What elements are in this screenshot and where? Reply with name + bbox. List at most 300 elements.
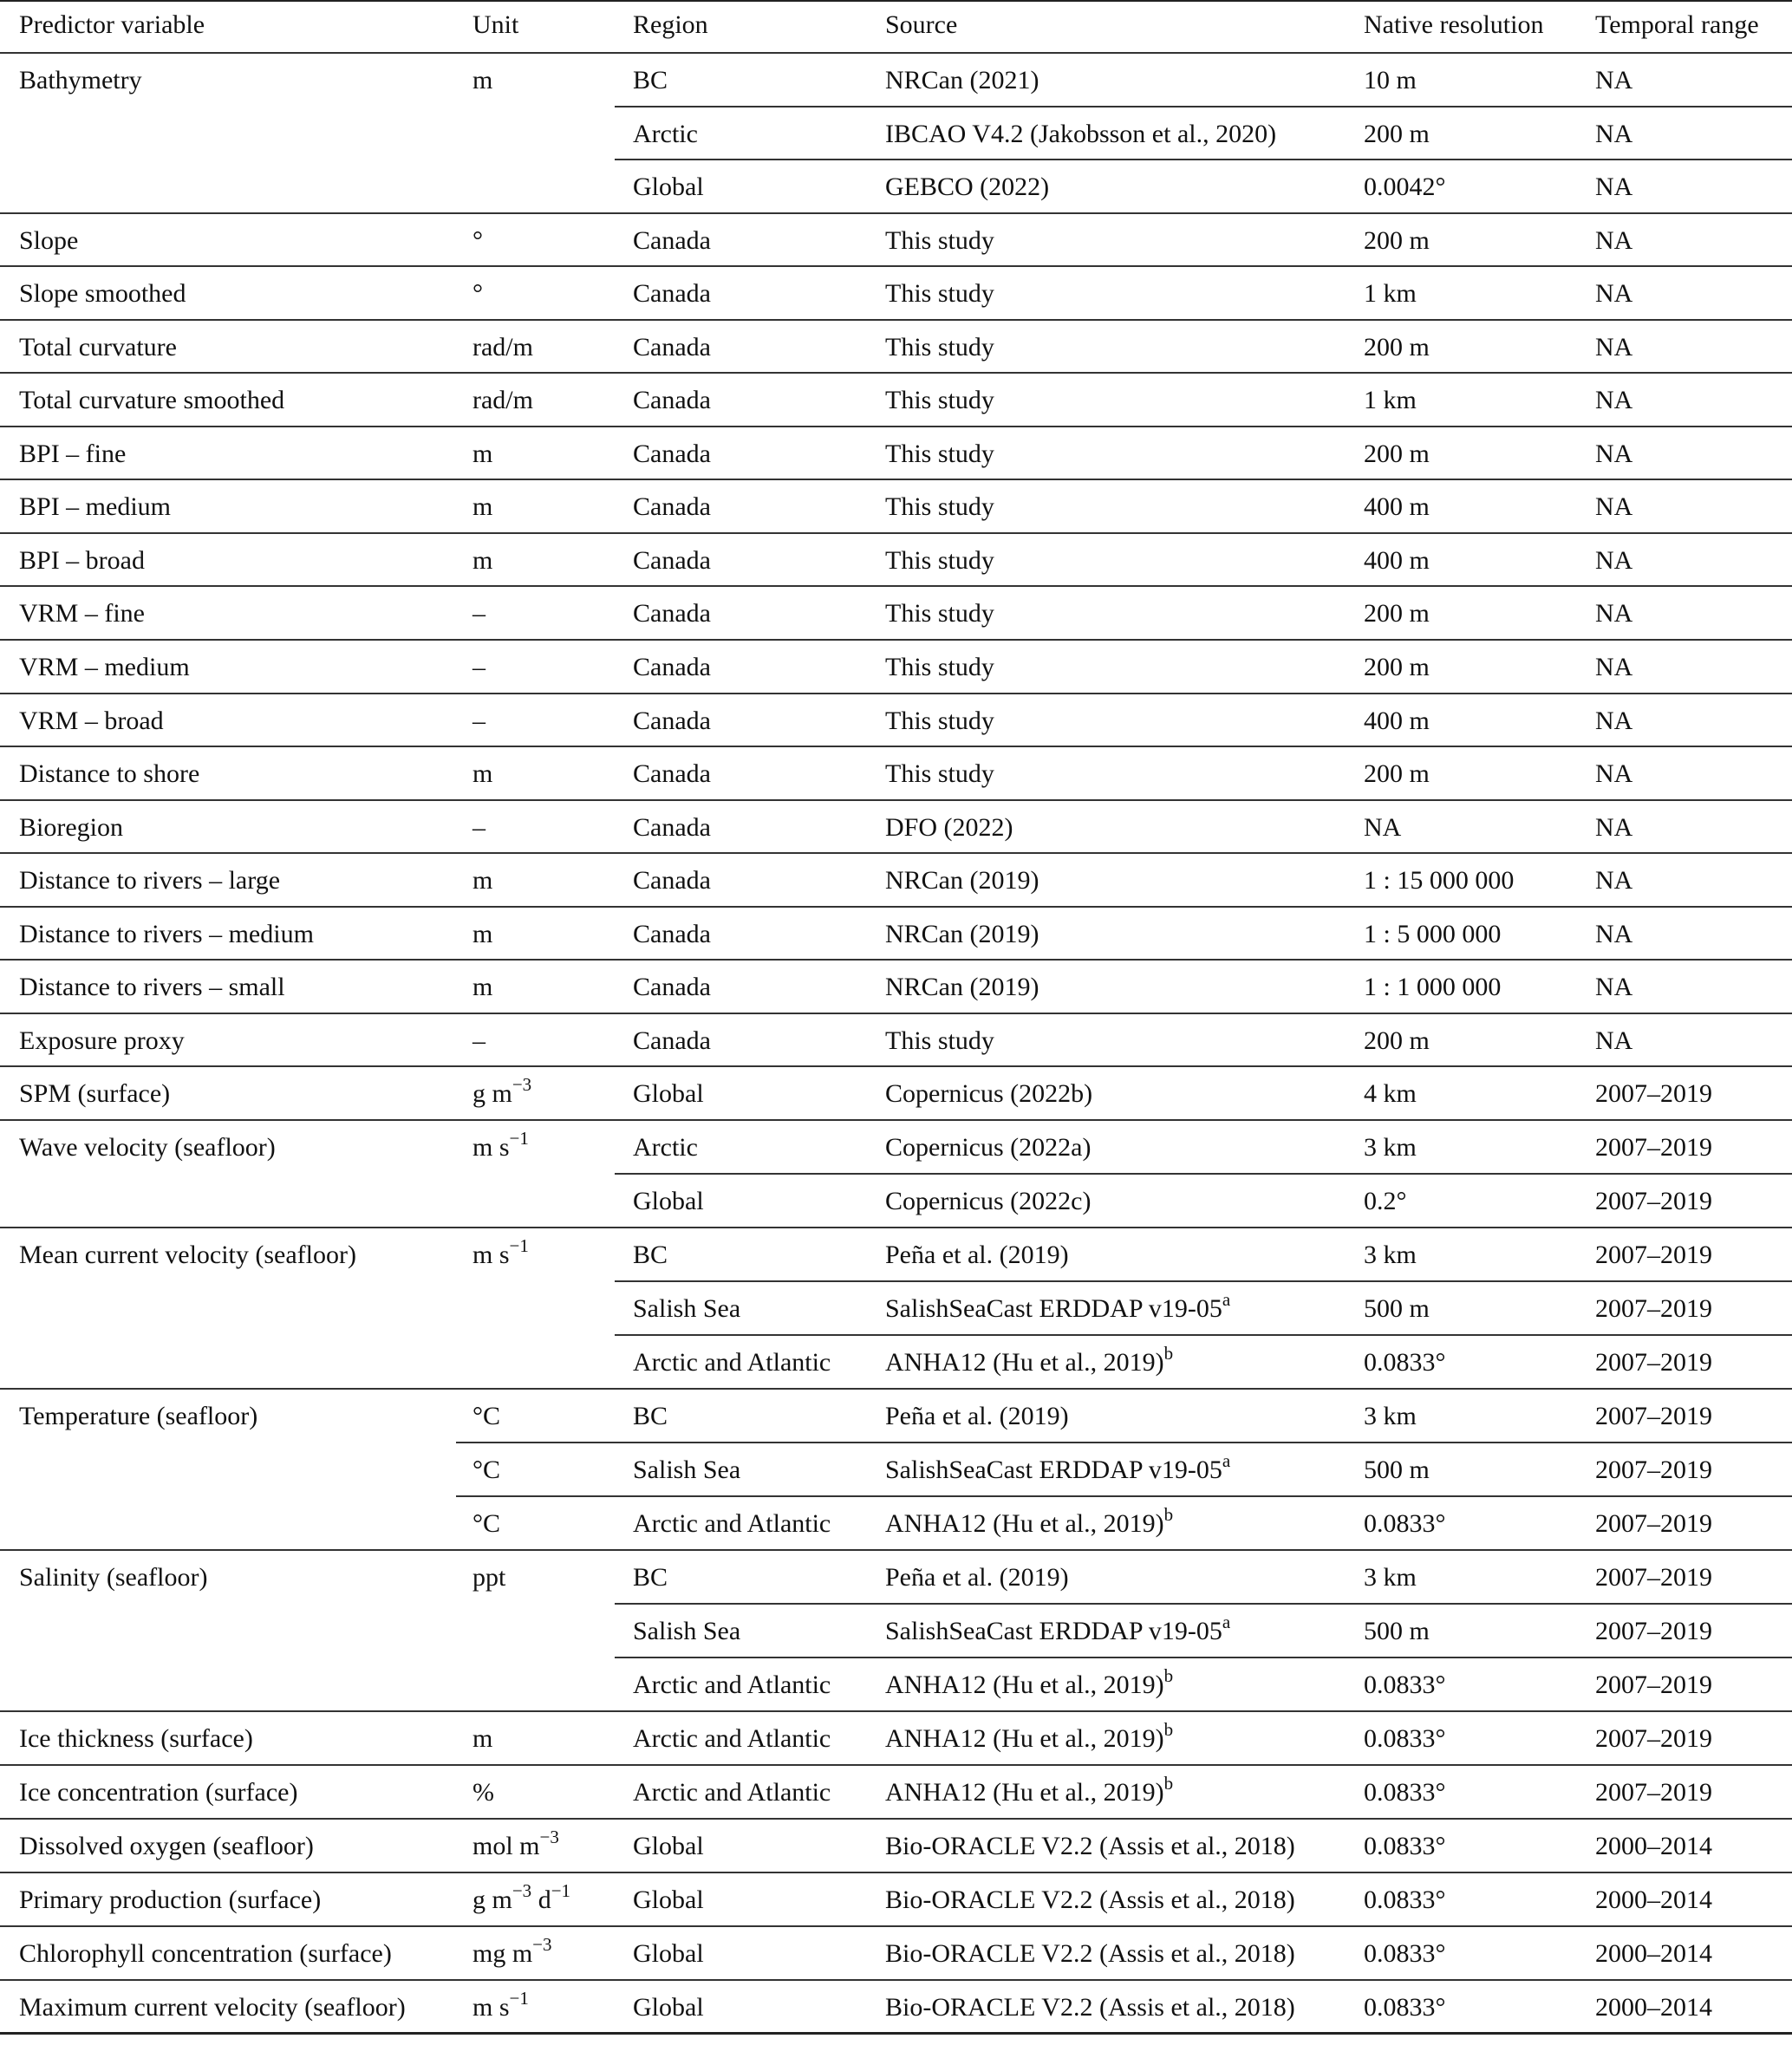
unit (472, 480, 492, 520)
predictor-variable: VRM – broad (19, 706, 164, 735)
source-text: ANHA12 (Hu et al., 2019) (885, 1778, 1164, 1807)
table-row (0, 1658, 1792, 1712)
unit-text: m s (472, 1241, 510, 1270)
temporal-range: 2007–2019 (1595, 1724, 1712, 1754)
source (885, 747, 994, 787)
temporal-range: 2007–2019 (1595, 1402, 1712, 1431)
table-row (0, 587, 1792, 641)
predictor-variable: Dissolved oxygen (seafloor) (19, 1832, 314, 1861)
source (885, 107, 1276, 147)
source (885, 1014, 994, 1054)
table-row (0, 1443, 1792, 1497)
unit-superscript: −3 (532, 1934, 552, 1956)
native-resolution: 3 km (1364, 1563, 1417, 1592)
native-resolution: 200 m (1364, 225, 1430, 255)
source-text: GEBCO (2022) (885, 173, 1050, 202)
source-text: DFO (2022) (885, 812, 1013, 842)
table-row (0, 54, 1792, 107)
predictor-variable: BPI – medium (19, 492, 172, 522)
temporal-range: 2007–2019 (1595, 1617, 1712, 1646)
native-resolution: 200 m (1364, 653, 1430, 682)
header-region: Region (633, 10, 708, 39)
unit (472, 854, 492, 894)
predictor-variable: Slope smoothed (19, 279, 186, 309)
table-row (0, 534, 1792, 588)
source-text: Bio-ORACLE V2.2 (Assis et al., 2018) (885, 1993, 1295, 2022)
source (885, 1873, 1295, 1913)
table-row (0, 908, 1792, 961)
source-text: Bio-ORACLE V2.2 (Assis et al., 2018) (885, 1832, 1295, 1861)
predictor-variable: Temperature (seafloor) (19, 1402, 258, 1431)
native-resolution: 200 m (1364, 439, 1430, 468)
table-row (0, 747, 1792, 801)
source-text: This study (885, 439, 994, 468)
region: Global (633, 1832, 704, 1861)
source (885, 480, 994, 520)
predictor-variable: Mean current velocity (seafloor) (19, 1241, 356, 1270)
table-row (0, 1981, 1792, 2035)
region: Arctic and Atlantic (633, 1724, 831, 1754)
source (885, 534, 994, 574)
table-row (0, 801, 1792, 855)
region: Global (633, 1885, 704, 1915)
region: Global (633, 173, 704, 202)
unit-text: – (472, 812, 485, 842)
temporal-range: 2007–2019 (1595, 1563, 1712, 1592)
source (885, 1067, 1092, 1107)
temporal-range: NA (1595, 279, 1633, 309)
source-superscript: a (1222, 1289, 1231, 1311)
predictor-variable: Bioregion (19, 812, 123, 842)
region: Canada (633, 599, 711, 628)
temporal-range: NA (1595, 973, 1633, 1002)
source-superscript: b (1163, 1719, 1174, 1741)
source-text: NRCan (2019) (885, 973, 1039, 1002)
unit (472, 321, 533, 361)
unit-superscript: −3 (512, 1074, 532, 1096)
unit (472, 1927, 552, 1967)
native-resolution: 1 km (1364, 386, 1417, 415)
unit-text: % (472, 1778, 494, 1807)
predictor-variable: SPM (surface) (19, 1079, 171, 1109)
source-text: This study (885, 279, 994, 309)
native-resolution: 200 m (1364, 759, 1430, 789)
header-predictor-variable: Predictor variable (19, 10, 205, 39)
source (885, 908, 1039, 948)
unit: °C (472, 1402, 501, 1431)
predictor-variable: Chlorophyll concentration (surface) (19, 1939, 392, 1969)
table-row (0, 214, 1792, 268)
region: Canada (633, 332, 711, 361)
source-superscript: b (1163, 1504, 1174, 1526)
table-row (0, 1605, 1792, 1658)
unit-text: m (472, 919, 493, 948)
table-row (0, 1927, 1792, 1981)
region: Canada (633, 866, 711, 896)
unit-text: m s (472, 1133, 510, 1163)
table-row (0, 480, 1792, 534)
predictor-variable: Exposure proxy (19, 1026, 185, 1055)
unit-text: g m (472, 1079, 512, 1109)
region: Arctic and Atlantic (633, 1671, 831, 1700)
region: Arctic and Atlantic (633, 1778, 831, 1807)
predictor-variable: VRM – fine (19, 599, 145, 628)
temporal-range: NA (1595, 812, 1633, 842)
source (885, 854, 1039, 894)
source (885, 641, 994, 681)
predictor-variable: BPI – fine (19, 439, 127, 468)
source-text: IBCAO V4.2 (Jakobsson et al., 2020) (885, 119, 1277, 148)
predictor-variable: Total curvature smoothed (19, 386, 285, 415)
temporal-range: 2007–2019 (1595, 1079, 1712, 1109)
source-text: This study (885, 225, 994, 255)
unit-text: m (472, 759, 493, 789)
unit-superscript: −3 (512, 1880, 532, 1902)
predictor-variable: Bathymetry (19, 66, 142, 94)
table-row (0, 1175, 1792, 1228)
table-row (0, 160, 1792, 214)
region: Arctic (633, 119, 698, 148)
source (885, 1712, 1173, 1752)
region: Arctic and Atlantic (633, 1348, 831, 1377)
source (885, 1443, 1230, 1483)
temporal-range: NA (1595, 225, 1633, 255)
source-text: ANHA12 (Hu et al., 2019) (885, 1348, 1164, 1377)
temporal-range: 2007–2019 (1595, 1671, 1712, 1700)
temporal-range: NA (1595, 439, 1633, 468)
predictor-variable: Total curvature (19, 332, 177, 361)
temporal-range: NA (1595, 66, 1633, 94)
region: Arctic and Atlantic (633, 1509, 831, 1539)
unit-text: g m (472, 1885, 512, 1915)
unit-text: m (472, 66, 493, 94)
region: Canada (633, 492, 711, 522)
predictor-variable: Slope (19, 225, 79, 255)
native-resolution: 500 m (1364, 1294, 1430, 1324)
unit (472, 214, 483, 254)
table-row (0, 1228, 1792, 1282)
table-row (0, 641, 1792, 694)
source-text: Peña et al. (2019) (885, 1563, 1069, 1592)
region: Salish Sea (633, 1617, 741, 1646)
native-resolution: 1 : 5 000 000 (1364, 919, 1502, 948)
unit-text: m s (472, 1993, 510, 2022)
native-resolution: 1 : 1 000 000 (1364, 973, 1502, 1002)
unit-tail: d (531, 1885, 551, 1915)
temporal-range: 2000–2014 (1595, 1993, 1712, 2022)
table-row (0, 1712, 1792, 1766)
native-resolution: 200 m (1364, 119, 1430, 148)
region: Salish Sea (633, 1294, 741, 1324)
region: Arctic (633, 1133, 698, 1163)
source (885, 54, 1039, 94)
table-row (0, 1766, 1792, 1820)
source (885, 1551, 1069, 1591)
region: Canada (633, 279, 711, 309)
source (885, 214, 994, 254)
header-native-resolution: Native resolution (1364, 10, 1544, 39)
temporal-range: 2007–2019 (1595, 1778, 1712, 1807)
native-resolution: 0.0833° (1364, 1509, 1446, 1539)
temporal-range: 2007–2019 (1595, 1241, 1712, 1270)
table-row (0, 1551, 1792, 1605)
unit (472, 1014, 485, 1054)
unit-superscript: −3 (539, 1827, 559, 1848)
temporal-range: NA (1595, 173, 1633, 202)
unit-text: m (472, 973, 493, 1002)
source (885, 1766, 1173, 1806)
source (885, 1605, 1230, 1644)
table-row (0, 1820, 1792, 1873)
temporal-range: NA (1595, 759, 1633, 789)
unit-superscript: −1 (509, 1235, 529, 1257)
source-text: Copernicus (2022b) (885, 1079, 1093, 1109)
table-row (0, 267, 1792, 321)
source-text: This study (885, 706, 994, 735)
source-text: Copernicus (2022a) (885, 1133, 1091, 1163)
source-superscript: b (1163, 1773, 1174, 1794)
predictor-variable: Distance to shore (19, 759, 200, 789)
header-unit: Unit (472, 10, 519, 39)
native-resolution: 400 m (1364, 545, 1430, 575)
unit-text: m (472, 1724, 493, 1754)
temporal-range: NA (1595, 332, 1633, 361)
region: BC (633, 1563, 668, 1592)
table-row (0, 107, 1792, 161)
region: Canada (633, 653, 711, 682)
unit: °C (472, 1509, 501, 1539)
native-resolution: 0.0042° (1364, 173, 1446, 202)
native-resolution: 1 km (1364, 279, 1417, 309)
temporal-range: NA (1595, 386, 1633, 415)
native-resolution: 200 m (1364, 599, 1430, 628)
source-text: ANHA12 (Hu et al., 2019) (885, 1509, 1164, 1539)
source-text: SalishSeaCast ERDDAP v19-05 (885, 1294, 1222, 1324)
source-superscript: a (1222, 1612, 1231, 1633)
region: Canada (633, 919, 711, 948)
source-text: NRCan (2019) (885, 866, 1039, 896)
temporal-range: 2007–2019 (1595, 1348, 1712, 1377)
region: Canada (633, 973, 711, 1002)
predictor-variable: Primary production (surface) (19, 1885, 322, 1915)
table-row (0, 1282, 1792, 1336)
source-text: Copernicus (2022c) (885, 1187, 1091, 1216)
predictor-variable: Ice concentration (surface) (19, 1778, 298, 1807)
temporal-range: 2007–2019 (1595, 1456, 1712, 1485)
source-text: This study (885, 653, 994, 682)
source (885, 1282, 1230, 1322)
region: BC (633, 1402, 668, 1431)
source-superscript: b (1163, 1343, 1174, 1364)
table-row (0, 321, 1792, 374)
predictor-variable: Salinity (seafloor) (19, 1563, 208, 1592)
unit (472, 1981, 529, 2021)
region: Canada (633, 439, 711, 468)
source (885, 694, 994, 734)
unit-text: m (472, 439, 493, 468)
unit (472, 534, 492, 574)
source (885, 1390, 1069, 1430)
temporal-range: NA (1595, 866, 1633, 896)
temporal-range: NA (1595, 545, 1633, 575)
unit (472, 1121, 529, 1161)
native-resolution: 0.0833° (1364, 1348, 1446, 1377)
unit-text: ° (472, 279, 483, 309)
unit-text: rad/m (472, 386, 533, 415)
predictor-variable: Distance to rivers – small (19, 973, 285, 1002)
unit-text: – (472, 599, 485, 628)
unit (472, 961, 492, 1000)
unit-text: – (472, 653, 485, 682)
source-text: SalishSeaCast ERDDAP v19-05 (885, 1456, 1222, 1485)
unit-text: m (472, 866, 493, 896)
source (885, 1981, 1295, 2021)
region: Canada (633, 545, 711, 575)
region: Canada (633, 812, 711, 842)
source-text: SalishSeaCast ERDDAP v19-05 (885, 1617, 1222, 1646)
region: BC (633, 66, 668, 94)
table-row (0, 1067, 1792, 1121)
source-text: Peña et al. (2019) (885, 1402, 1069, 1431)
temporal-range: 2000–2014 (1595, 1939, 1712, 1969)
source (885, 160, 1049, 200)
source (885, 1228, 1069, 1268)
source (885, 1927, 1295, 1967)
unit: °C (472, 1456, 501, 1485)
native-resolution: 0.0833° (1364, 1939, 1446, 1969)
native-resolution: 0.0833° (1364, 1993, 1446, 2022)
unit-text: ppt (472, 1563, 506, 1592)
table-body (0, 54, 1792, 2035)
unit-tail-superscript: −1 (551, 1880, 571, 1902)
native-resolution: 400 m (1364, 706, 1430, 735)
source-text: NRCan (2019) (885, 919, 1039, 948)
unit-text: rad/m (472, 332, 533, 361)
unit (472, 694, 485, 734)
temporal-range: NA (1595, 706, 1633, 735)
native-resolution: 3 km (1364, 1241, 1417, 1270)
unit (472, 427, 492, 467)
unit (472, 1766, 494, 1806)
native-resolution: 4 km (1364, 1079, 1417, 1109)
source (885, 587, 994, 627)
region: BC (633, 1241, 668, 1270)
source (885, 1497, 1173, 1537)
unit-superscript: −1 (509, 1128, 529, 1149)
source (885, 427, 994, 467)
predictor-variable: VRM – medium (19, 653, 190, 682)
region: Canada (633, 225, 711, 255)
native-resolution: 1 : 15 000 000 (1364, 866, 1515, 896)
source-text: NRCan (2021) (885, 66, 1039, 94)
predictor-variable: Wave velocity (seafloor) (19, 1133, 276, 1163)
temporal-range: NA (1595, 653, 1633, 682)
source-text: This study (885, 1026, 994, 1055)
region: Canada (633, 706, 711, 735)
temporal-range: 2007–2019 (1595, 1187, 1712, 1216)
unit (472, 267, 483, 307)
predictor-variable: Maximum current velocity (seafloor) (19, 1993, 406, 2022)
unit (472, 641, 485, 681)
source-text: This study (885, 759, 994, 789)
region: Global (633, 1939, 704, 1969)
unit-superscript: −1 (509, 1988, 529, 2009)
unit-text: m (472, 492, 493, 522)
native-resolution: 3 km (1364, 1402, 1417, 1431)
table-row (0, 427, 1792, 481)
table-row (0, 694, 1792, 748)
unit (472, 1820, 559, 1859)
source (885, 1658, 1173, 1698)
source-text: ANHA12 (Hu et al., 2019) (885, 1724, 1164, 1754)
table-header-row (0, 0, 1792, 54)
unit-text: m (472, 545, 493, 575)
native-resolution: 0.0833° (1364, 1778, 1446, 1807)
table-row (0, 1497, 1792, 1551)
temporal-range: 2007–2019 (1595, 1509, 1712, 1539)
temporal-range: 2000–2014 (1595, 1832, 1712, 1861)
unit (472, 1712, 492, 1752)
native-resolution: 200 m (1364, 332, 1430, 361)
source (885, 321, 994, 361)
native-resolution: 200 m (1364, 1026, 1430, 1055)
native-resolution: 0.0833° (1364, 1724, 1446, 1754)
source-superscript: b (1163, 1665, 1174, 1687)
native-resolution: 400 m (1364, 492, 1430, 522)
header-temporal-range: Temporal range (1595, 10, 1759, 39)
region: Canada (633, 1026, 711, 1055)
unit (472, 1067, 531, 1107)
unit (472, 1551, 505, 1591)
source (885, 267, 994, 307)
region: Canada (633, 759, 711, 789)
source (885, 374, 994, 414)
unit (472, 587, 485, 627)
table-row (0, 961, 1792, 1014)
table-row (0, 1336, 1792, 1390)
region: Canada (633, 386, 711, 415)
region: Global (633, 1993, 704, 2022)
table-row (0, 1121, 1792, 1175)
source (885, 1820, 1295, 1859)
source (885, 961, 1039, 1000)
temporal-range: NA (1595, 492, 1633, 522)
table-row (0, 1390, 1792, 1443)
temporal-range: NA (1595, 919, 1633, 948)
unit (472, 801, 485, 841)
native-resolution: 0.0833° (1364, 1885, 1446, 1915)
native-resolution: 3 km (1364, 1133, 1417, 1163)
unit-text: ° (472, 225, 483, 255)
native-resolution: 0.0833° (1364, 1832, 1446, 1861)
table-row (0, 374, 1792, 427)
header-source: Source (885, 10, 958, 39)
unit (472, 54, 492, 94)
unit (472, 374, 533, 414)
unit-text: mg m (472, 1939, 533, 1969)
row-rule (0, 2032, 1792, 2035)
source-text: Peña et al. (2019) (885, 1241, 1069, 1270)
unit-text: mol m (472, 1832, 540, 1861)
predictor-variable: Ice thickness (surface) (19, 1724, 253, 1754)
native-resolution: 0.0833° (1364, 1671, 1446, 1700)
unit (472, 1873, 570, 1913)
unit-text: – (472, 706, 485, 735)
source-text: Bio-ORACLE V2.2 (Assis et al., 2018) (885, 1939, 1295, 1969)
unit (472, 1228, 529, 1268)
table-row (0, 1014, 1792, 1068)
temporal-range: NA (1595, 1026, 1633, 1055)
